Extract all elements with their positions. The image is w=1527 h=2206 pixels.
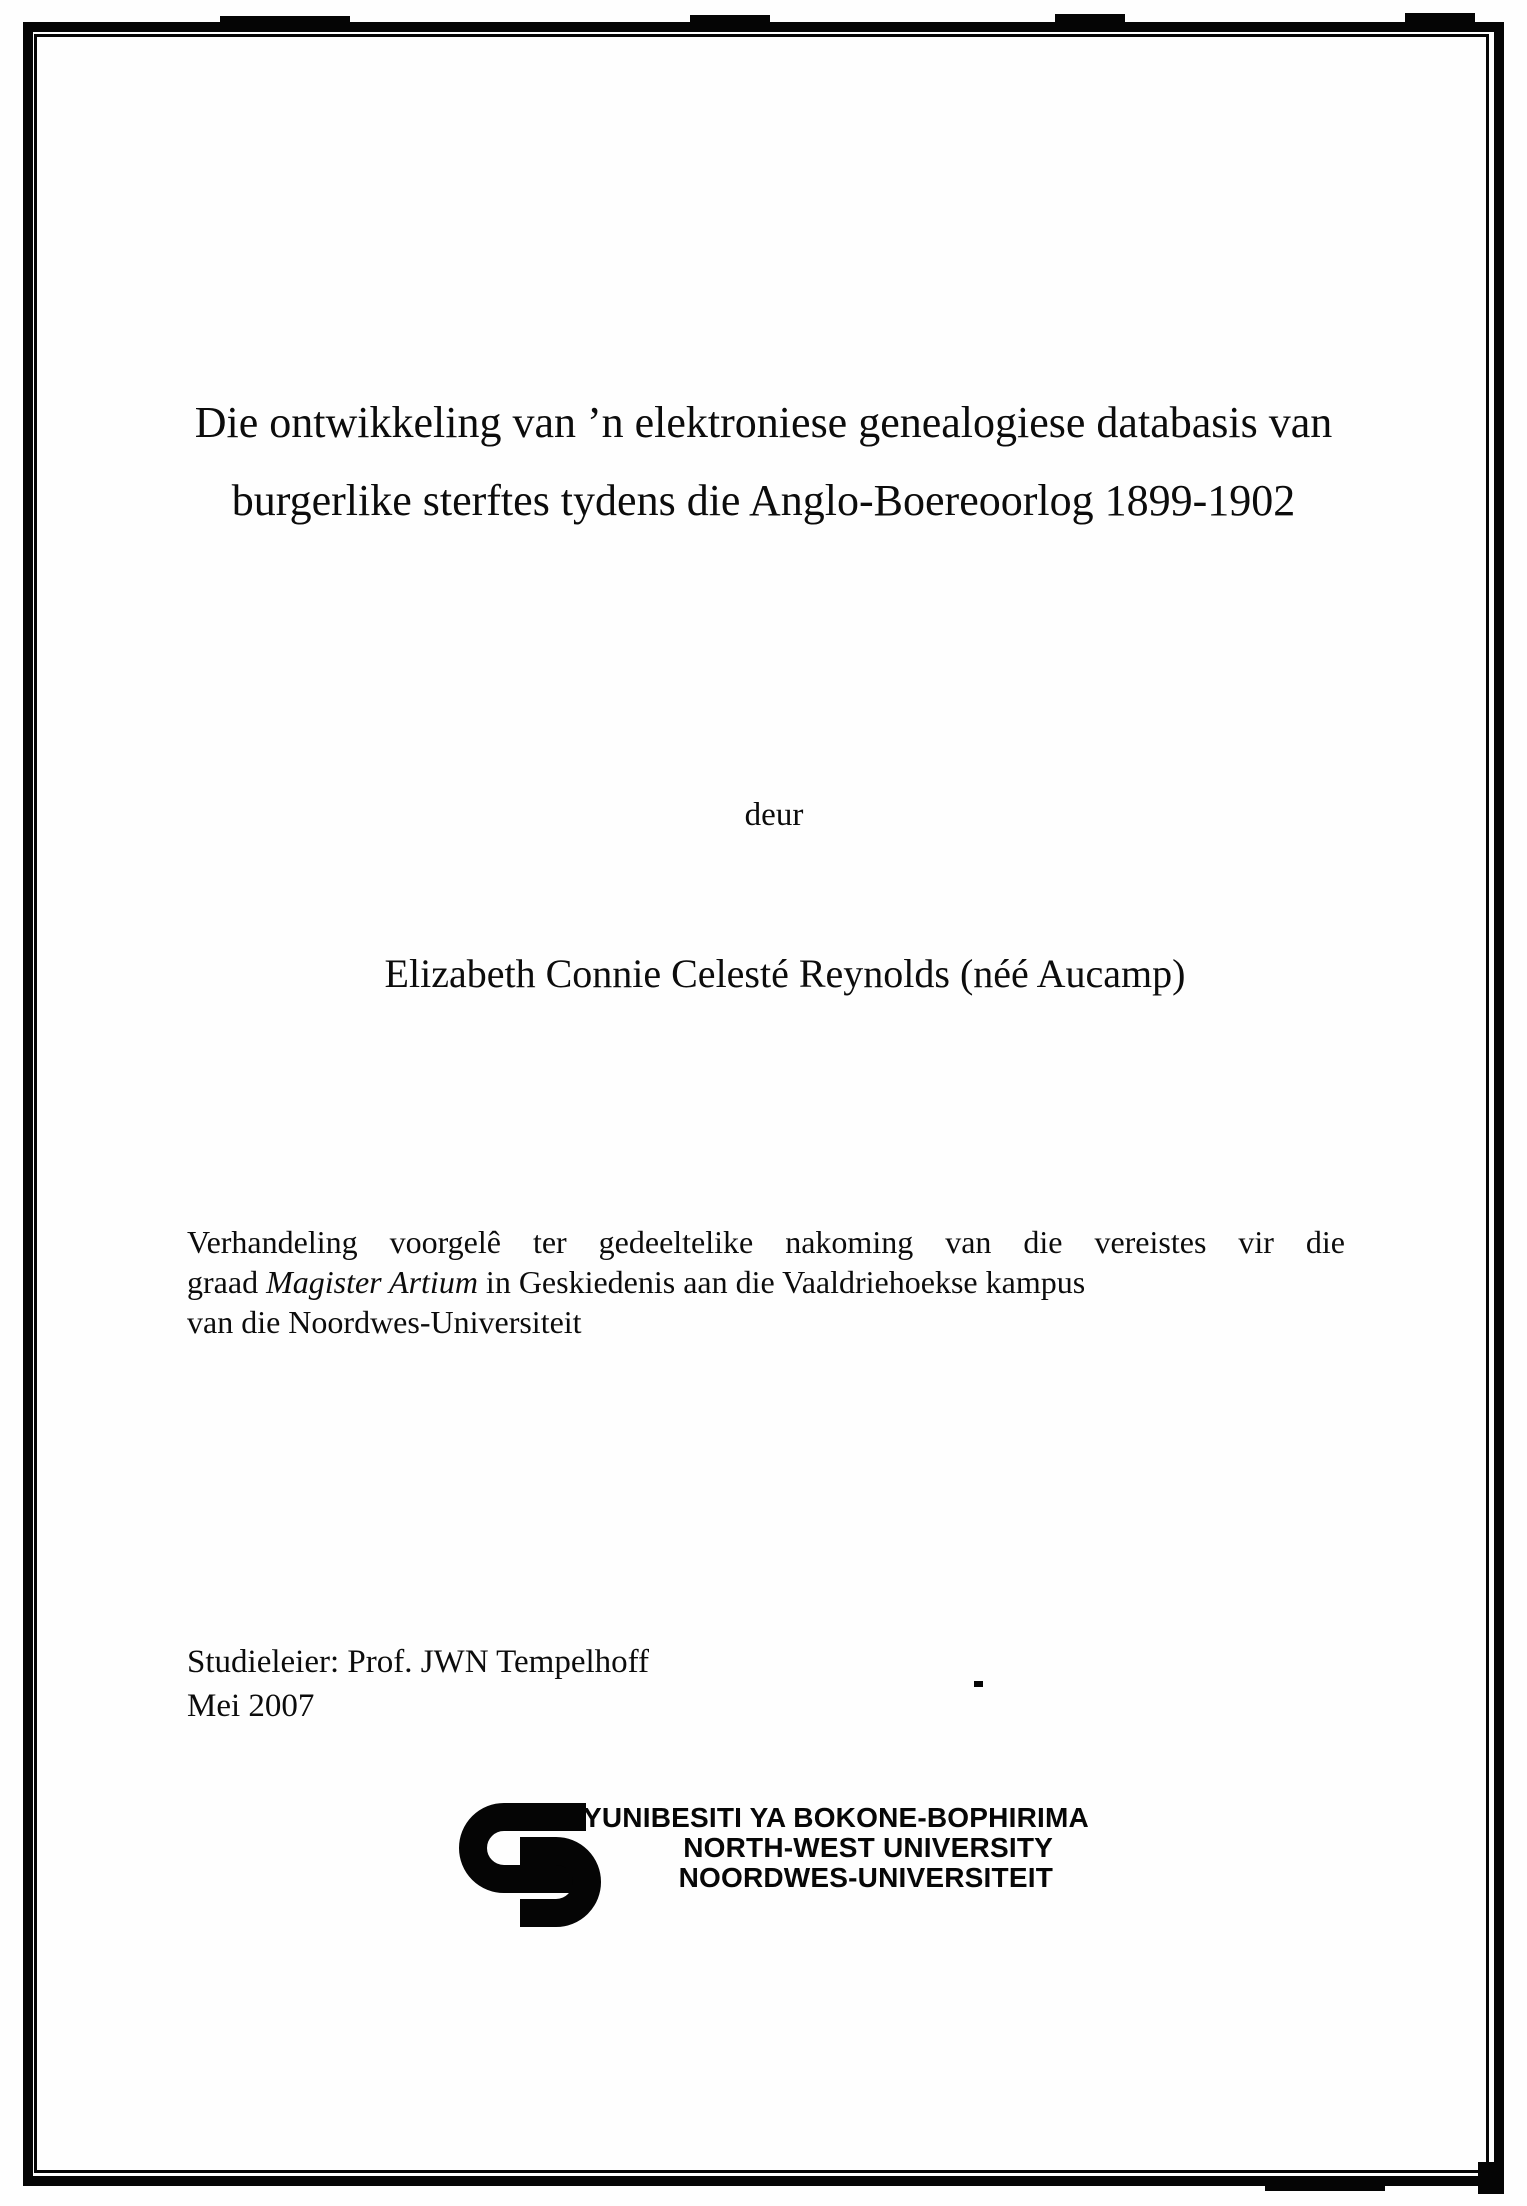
author-name: Elizabeth Connie Celesté Reynolds (néé Aucamp) bbox=[384, 951, 1186, 996]
degree-statement-line3: van die Noordwes-Universiteit bbox=[187, 1304, 582, 1340]
scan-artifact bbox=[1405, 13, 1475, 23]
scan-artifact bbox=[1055, 14, 1125, 23]
thesis-title-line1: Die ontwikkeling van ’n elektroniese genealogiese databasis van bbox=[194, 398, 1333, 447]
scan-artifact bbox=[690, 15, 770, 23]
degree-name-italic: Magister Artium bbox=[266, 1264, 478, 1300]
byline-label: deur bbox=[744, 797, 804, 833]
scan-artifact bbox=[220, 16, 350, 24]
thesis-title bbox=[90, 384, 1437, 540]
scan-artifact bbox=[1478, 2162, 1504, 2194]
supervisor-block bbox=[187, 1640, 649, 1728]
logo-english-name: NORTH-WEST UNIVERSITY bbox=[683, 1832, 1053, 1863]
university-logo-text bbox=[583, 1802, 1089, 1893]
logo-setswana-name: YUNIBESITI YA BOKONE-BOPHIRIMA bbox=[583, 1802, 1089, 1833]
degree-statement-line1: Verhandeling voorgelê ter gedeeltelike nakoming van die vereistes vir die bbox=[187, 1224, 1345, 1260]
thesis-title-line2: burgerlike sterftes tydens die Anglo-Boereoorlog 1899-1902 bbox=[231, 476, 1296, 525]
supervisor-line: Studieleier: Prof. JWN Tempelhoff bbox=[187, 1644, 650, 1680]
degree-statement-line2-suffix: in Geskiedenis aan die Vaaldriehoekse kampus bbox=[477, 1264, 1086, 1300]
degree-statement-line2-prefix: graad bbox=[187, 1264, 267, 1300]
nwu-interlocking-links-icon bbox=[458, 1802, 602, 1928]
degree-statement bbox=[187, 1222, 1345, 1342]
degree-statement-line2 bbox=[187, 1262, 1345, 1302]
logo-afrikaans-name: NOORDWES-UNIVERSITEIT bbox=[678, 1862, 1053, 1893]
scan-artifact bbox=[1265, 2184, 1385, 2191]
university-logo bbox=[458, 1800, 1089, 1930]
scan-artifact bbox=[974, 1681, 983, 1687]
date-line: Mei 2007 bbox=[187, 1688, 315, 1724]
